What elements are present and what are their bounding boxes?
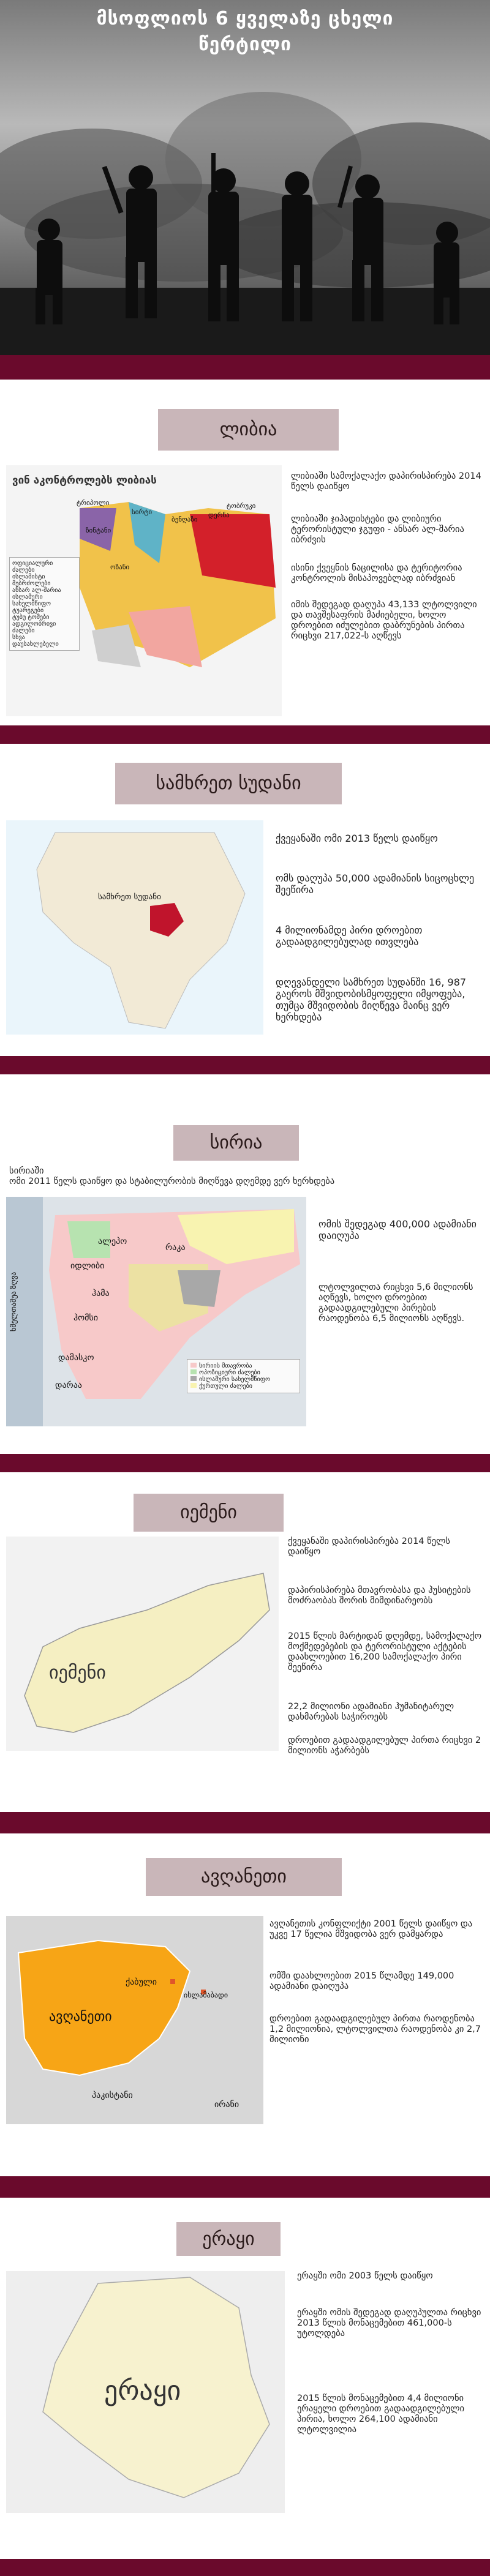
syria-map-label: ხმელთაშუა ზღვა — [9, 1271, 18, 1331]
libya-map-title: ვინ აკონტროლებს ლიბიას — [12, 474, 157, 487]
legend-item: ოფიციალური ძალები — [12, 560, 53, 574]
south-sudan-map — [6, 820, 263, 1035]
afghanistan-map-label: ირანი — [214, 2100, 239, 2110]
header-banner — [0, 0, 490, 355]
syria-map-label: რაკა — [165, 1243, 186, 1252]
section-divider — [0, 725, 490, 744]
afghanistan-map-label: ისლამაბადი — [184, 1991, 228, 1999]
legend-item: ისლამისტი მებრძოლები — [12, 574, 51, 587]
south-sudan-text-1: ქვეყანაში ომი 2013 წელს დაიწყო — [276, 833, 438, 844]
iraq-text-1: ერაყში ომი 2003 წელს დაიწყო — [297, 2271, 433, 2281]
afghanistan-map — [6, 1916, 263, 2124]
afghanistan-map-label: ქაბული — [126, 1977, 157, 1987]
libya-text-3: ისინი ქვეყნის ნაცილისა და ტერიტორია კონტროლის მისაპოვებლად იბრძვიან — [291, 563, 462, 583]
legend-item: ანსარ ალ-შარია — [12, 587, 61, 594]
afghanistan-map-label: ავღანეთი — [49, 2009, 112, 2024]
libya-text-2: ლიბიაში ჯიჰადისტები და ლიბიური ტერორისტული ჯგუფი - ანსარ ალ-შარია იბრძვის — [291, 514, 464, 545]
yemen-text-1: ქვეყანაში დაპირისპირება 2014 წელს დაიწყო — [288, 1537, 451, 1557]
libya-map — [6, 465, 282, 716]
legend-item: ოპოზიციური ძალები — [190, 1369, 296, 1376]
iraq-map-label: ერაყი — [104, 2375, 181, 2406]
syria-map-label: ჰომსი — [74, 1313, 98, 1323]
libya-text-1: ლიბიაში სამოქალაქო დაპირისპირება 2014 წელს დაიწყო — [291, 471, 481, 492]
legend-item: ადგილობრივი ძალები — [12, 621, 56, 634]
yemen-text-4: 22,2 მილიონი ადამიანი ჰუმანიტარულ დახმარებას საჭიროებს — [288, 1702, 454, 1722]
afghanistan-map-label: პაკისტანი — [92, 2091, 133, 2100]
south-sudan-section-title: სამხრეთ სუდანი — [115, 763, 342, 804]
afghanistan-text-2: ომში დაახლოებით 2015 წლამდე 149,000 ადამიანი დაიღუპა — [270, 1971, 454, 1991]
syria-map-label: დამასკო — [58, 1353, 94, 1363]
libya-city-label: ბენღაზი — [172, 515, 198, 523]
legend-item: ისლამური სახელმწიფო — [12, 594, 51, 607]
footer-divider — [0, 2559, 490, 2576]
libya-map-legend — [9, 557, 80, 651]
south-sudan-text-4: დღევანდელი სამხრეთ სუდანში 16, 987 გაეროს მშვიდობისმყოფელი იმყოფება, თუმცა მშვიდობის მიღწევა მაინც ვერ ხერხდება — [276, 976, 467, 1023]
iraq-text-3: 2015 წლის მონაცემებით 4,4 მილიონი ერაყელი დროებით გადაადგილებული პირია, ხოლო 264,100 ადამიანი ლტოლვილია — [297, 2394, 465, 2435]
iraq-text-2: ერაყში ომის შედეგად დაღუპულთა რიცხვი 2013 წლის მონაცემებით 461,000-ს უტოლდება — [297, 2308, 481, 2338]
legend-item: სხვა — [12, 634, 25, 641]
syria-section-title: სირია — [173, 1125, 299, 1161]
syria-map-label: ჰამა — [92, 1289, 110, 1298]
legend-item: დაუსახლებელი — [12, 641, 59, 648]
page-title-line2: წერტილი — [198, 34, 292, 55]
legend-item: ქურთული ძალები — [190, 1383, 296, 1390]
south-sudan-map-label: სამხრეთ სუდანი — [98, 893, 161, 902]
yemen-map-label: იემენი — [49, 1662, 106, 1683]
header-divider — [0, 355, 490, 380]
section-divider — [0, 2176, 490, 2198]
syria-map — [6, 1197, 306, 1426]
libya-city-label: ტრიპოლი — [77, 499, 110, 507]
section-divider — [0, 1056, 490, 1074]
syria-map-label: იდლიბი — [70, 1261, 105, 1271]
yemen-section-title: იემენი — [134, 1494, 284, 1532]
libya-city-label: სირტი — [132, 508, 153, 516]
yemen-map — [6, 1537, 279, 1751]
libya-section-title: ლიბია — [158, 409, 339, 451]
syria-text-1: ომის შედეგად 400,000 ადამიანი დაიღუპა — [318, 1218, 477, 1241]
libya-city-label: ტობრუკი — [227, 502, 256, 510]
yemen-text-3: 2015 წლის მარტიდან დღემდე, სამოქალაქო მოქმედებების და ტერორისტული აქტების დაახლოებით 16,200 სამოქალაქო პირი შეეწირა — [288, 1631, 481, 1672]
south-sudan-text-2: ომს დაღუპა 50,000 ადამიანის სიცოცხლე შეეწირა — [276, 872, 475, 896]
iraq-section-title: ერაყი — [176, 2222, 281, 2256]
section-divider — [0, 1454, 490, 1472]
syria-map-label: ალეპო — [98, 1237, 127, 1246]
libya-city-label: დერნა — [208, 511, 230, 519]
page-title — [0, 6, 490, 58]
syria-intro-text: სირიაში ომი 2011 წელს დაიწყო და სტაბილურობის მიღწევა დღემდე ვერ ხერხდება — [9, 1166, 335, 1186]
syria-text-2: ლტოლვილთა რიცხვი 5,6 მილიონს აღწევს, ხოლო დროებით გადაადგილებული პირების რაოდენობა 6,5 მილიონს აღწევს. — [318, 1282, 473, 1324]
syria-map-legend — [187, 1359, 300, 1393]
legend-item: სირიის მთავრობა — [190, 1363, 296, 1369]
afghanistan-text-1: ავღანეთის კონფლიქტი 2001 წელს დაიწყო და უკვე 17 წელია მშვიდობა ვერ დამყარდა — [270, 1919, 473, 1939]
afghanistan-text-3: დროებით გადაადგილებულ პირთა რაოდენობა 1,2 მილიონია, ლტოლვილთა რაოდენობა კი 2,7 მილიონი — [270, 2014, 481, 2045]
page-title-line1: მსოფლიოს 6 ყველაზე ცხელი — [96, 8, 394, 29]
libya-city-label: ზინტანი — [86, 526, 111, 534]
legend-item: ტუბუ ტომები — [12, 614, 50, 621]
yemen-text-5: დროებით გადაადგილებულ პირთა რიცხვი 2 მილიონს აჭარბებს — [288, 1735, 481, 1756]
afghanistan-section-title: ავღანეთი — [146, 1858, 342, 1896]
libya-text-4: იმის შედეგად დაღუპა 43,133 ლტოლვილი და თავშესაფრის მაძიებელი, ხოლო დროებით იძულებით დაბრუნების პირთა რიცხვი 217,022-ს აღწევს — [291, 600, 477, 641]
section-divider — [0, 1812, 490, 1833]
libya-city-label: ოზანი — [110, 563, 130, 571]
iraq-map — [6, 2271, 285, 2513]
syria-map-label: დარაა — [55, 1380, 82, 1390]
legend-item: ისლამური სახელმწიფო — [190, 1376, 296, 1383]
yemen-text-2: დაპირისპირება მთავრობასა და ჰუსიტების მოძრაობას შორის მიმდინარეობს — [288, 1586, 471, 1606]
south-sudan-text-3: 4 მილიონამდე პირი დროებით გადაადგილებულად ითვლება — [276, 924, 423, 948]
legend-item: ტუარეგები — [12, 607, 44, 614]
